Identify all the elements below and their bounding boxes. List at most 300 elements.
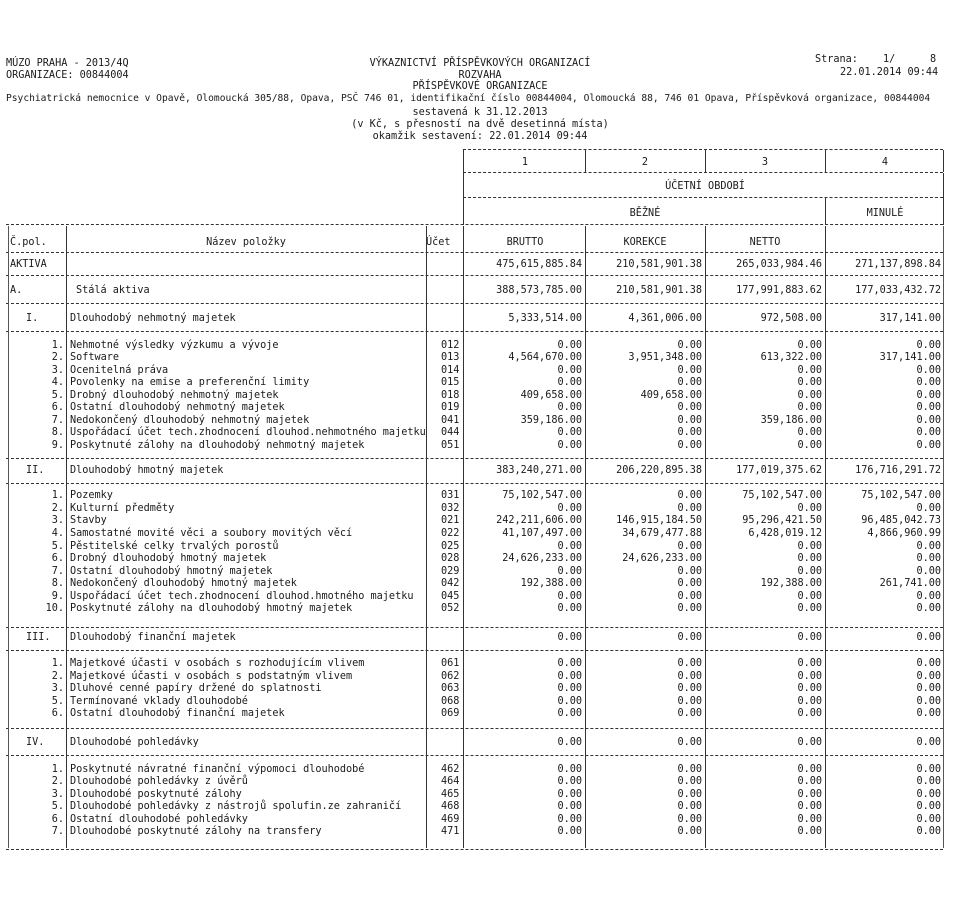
korekce-value: 0.00 [677,696,702,707]
column-divider [463,150,464,172]
minule-value: 0.00 [916,415,941,426]
korekce-value: 0.00 [677,427,702,438]
report-source: MÚZO PRAHA - 2013/4Q [6,58,129,69]
header-rule [6,252,943,253]
item-name: Uspořádací účet tech.zhodnocení dlouhod.nehmotného majetku [70,427,426,438]
brutto-value: 75,102,547.00 [502,490,582,501]
minule-value: 261,741.00 [879,578,941,589]
korekce-value: 0.00 [677,737,702,748]
netto-value: 0.00 [797,390,822,401]
column-divider [426,226,427,848]
print-datetime: 22.01.2014 09:44 [840,67,939,78]
organization-line: Psychiatrická nemocnice v Opavě, Olomoucká 305/88, Opava, PSČ 746 01, identifikační číslo 00844004, Olomoucká 88, 746 01 Opava, Příspěvková organizace, 00844004 [6,93,931,104]
netto-value: 0.00 [797,427,822,438]
item-number: 5. [51,801,64,812]
account-code: 041 [441,415,460,426]
korekce-value: 0.00 [677,591,702,602]
brutto-value: 0.00 [557,440,582,451]
korekce-value: 24,626,233.00 [622,553,702,564]
korekce-value: 0.00 [677,671,702,682]
brutto-value: 0.00 [557,801,582,812]
netto-value: 0.00 [797,377,822,388]
brutto-value: 24,626,233.00 [502,553,582,564]
minule-value: 0.00 [916,440,941,451]
minule-value: 0.00 [916,708,941,719]
compilation-moment: okamžik sestavení: 22.01.2014 09:44 [372,131,588,142]
col-num-2: 2 [641,157,649,168]
account-code: 051 [441,440,460,451]
minule-value: 0.00 [916,683,941,694]
brutto-value: 0.00 [557,603,582,614]
netto-value: 0.00 [797,340,822,351]
row-separator [6,627,943,628]
account-code: 465 [441,789,460,800]
korekce-value: 206,220,895.38 [616,465,702,476]
account-code: 013 [441,352,460,363]
header-rule [463,149,943,150]
minule-value: 176,716,291.72 [855,465,941,476]
brutto-value: 388,573,785.00 [496,285,582,296]
netto-value: 0.00 [797,776,822,787]
current-period-label: BĚŽNÉ [629,208,661,219]
item-number: 5. [51,541,64,552]
item-number: 7. [51,566,64,577]
netto-value: 0.00 [797,591,822,602]
minule-value: 0.00 [916,658,941,669]
korekce-value: 34,679,477.88 [622,528,702,539]
netto-value: 0.00 [797,553,822,564]
account-code: 018 [441,390,460,401]
netto-value: 0.00 [797,801,822,812]
item-name: Ostatní dlouhodobý hmotný majetek [70,566,273,577]
account-code: 021 [441,515,460,526]
brutto-value: 359,186.00 [520,415,582,426]
account-code: 015 [441,377,460,388]
statement-title: ROZVAHA [458,70,502,81]
item-name: Dlouhodobé pohledávky [70,737,199,748]
item-name: Uspořádací účet tech.zhodnocení dlouhod.hmotného majetku [70,591,414,602]
korekce-value: 3,951,348.00 [628,352,702,363]
account-code: 469 [441,814,460,825]
netto-value: 0.00 [797,789,822,800]
header-rule [6,224,943,225]
netto-value: 265,033,984.46 [736,259,822,270]
report-title: VÝKAZNICTVÍ PŘÍSPĚVKOVÝCH ORGANIZACÍ [369,58,591,69]
account-code: 462 [441,764,460,775]
brutto-value: 0.00 [557,541,582,552]
minule-value: 0.00 [916,591,941,602]
netto-value: 95,296,421.50 [742,515,822,526]
korekce-value: 210,581,901.38 [616,259,702,270]
minule-value: 317,141.00 [879,352,941,363]
minule-value: 0.00 [916,365,941,376]
row-separator [6,755,943,756]
brutto-value: 0.00 [557,708,582,719]
minule-value: 4,866,960.99 [867,528,941,539]
item-name: Nedokončený dlouhodobý nehmotný majetek [70,415,310,426]
item-number: 3. [51,789,64,800]
item-name: Majetkové účasti v osobách s rozhodujícím vlivem [70,658,365,669]
korekce-value: 0.00 [677,365,702,376]
korekce-value: 0.00 [677,566,702,577]
netto-value: 0.00 [797,826,822,837]
brutto-value: 0.00 [557,591,582,602]
korekce-value: 0.00 [677,402,702,413]
precision-note: (v Kč, s přesností na dvě desetinná místa) [351,119,609,130]
korekce-value: 0.00 [677,440,702,451]
netto-value: 177,991,883.62 [736,285,822,296]
netto-value: 177,019,375.62 [736,465,822,476]
item-number: 2. [51,503,64,514]
netto-value: 0.00 [797,683,822,694]
item-number: AKTIVA [10,259,47,270]
minule-value: 0.00 [916,789,941,800]
account-code: 019 [441,402,460,413]
item-number: 6. [51,708,64,719]
column-divider [825,150,826,172]
netto-value: 0.00 [797,541,822,552]
item-number: 9. [51,440,64,451]
netto-value: 0.00 [797,402,822,413]
col-num-3: 3 [761,157,769,168]
korekce-value: 0.00 [677,415,702,426]
account-code: 025 [441,541,460,552]
column-divider [943,150,944,172]
korekce-value: 0.00 [677,826,702,837]
account-code: 014 [441,365,460,376]
col-num-4: 4 [881,157,889,168]
netto-value: 972,508.00 [760,313,822,324]
col-account: Účet [426,237,451,248]
korekce-value: 0.00 [677,814,702,825]
column-divider [825,198,826,225]
row-separator [6,650,943,651]
minule-value: 96,485,042.73 [861,515,941,526]
account-code: 464 [441,776,460,787]
netto-value: 359,186.00 [760,415,822,426]
organization-id: ORGANIZACE: 00844004 [6,70,129,81]
col-korekce: KOREKCE [623,237,667,248]
korekce-value: 0.00 [677,764,702,775]
netto-value: 6,428,019.12 [748,528,822,539]
row-separator [6,458,943,459]
korekce-value: 210,581,901.38 [616,285,702,296]
item-name: Dlouhodobý hmotný majetek [70,465,224,476]
account-code: 012 [441,340,460,351]
korekce-value: 0.00 [677,578,702,589]
page-label: Strana: [815,54,858,65]
account-code: 063 [441,683,460,694]
minule-value: 0.00 [916,503,941,514]
netto-value: 0.00 [797,737,822,748]
item-name: Software [70,352,120,363]
account-code: 029 [441,566,460,577]
item-number: III. [26,632,51,643]
item-number: 2. [51,352,64,363]
item-name: Povolenky na emise a preferenční limity [70,377,310,388]
item-name: Termínované vklady dlouhodobé [70,696,248,707]
brutto-value: 0.00 [557,696,582,707]
account-code: 062 [441,671,460,682]
previous-period-label: MINULÉ [866,208,904,219]
netto-value: 0.00 [797,671,822,682]
account-code: 052 [441,603,460,614]
minule-value: 177,033,432.72 [855,285,941,296]
row-separator [6,303,943,304]
korekce-value: 0.00 [677,776,702,787]
brutto-value: 0.00 [557,776,582,787]
column-divider [66,226,67,848]
netto-value: 0.00 [797,814,822,825]
item-number: 1. [51,658,64,669]
account-code: 069 [441,708,460,719]
column-divider [943,173,944,225]
header-rule [463,172,943,173]
item-name: Dlouhodobé poskytnuté zálohy na transfery [70,826,322,837]
item-number: 5. [51,390,64,401]
minule-value: 0.00 [916,826,941,837]
brutto-value: 0.00 [557,632,582,643]
column-divider [825,226,826,848]
minule-value: 0.00 [916,696,941,707]
account-code: 068 [441,696,460,707]
minule-value: 0.00 [916,427,941,438]
column-divider [585,150,586,172]
account-code: 471 [441,826,460,837]
korekce-value: 0.00 [677,377,702,388]
item-name: Dlouhodobé pohledávky z nástrojů spolufin.ze zahraničí [70,801,402,812]
column-divider [705,226,706,848]
netto-value: 0.00 [797,632,822,643]
minule-value: 0.00 [916,776,941,787]
item-name: Poskytnuté zálohy na dlouhodobý hmotný majetek [70,603,353,614]
minule-value: 0.00 [916,801,941,812]
korekce-value: 0.00 [677,708,702,719]
item-name: Dluhové cenné papíry držené do splatnosti [70,683,322,694]
item-name: Majetkové účasti v osobách s podstatným vlivem [70,671,353,682]
account-code: 045 [441,591,460,602]
korekce-value: 0.00 [677,658,702,669]
brutto-value: 0.00 [557,365,582,376]
item-number: 2. [51,671,64,682]
minule-value: 0.00 [916,603,941,614]
netto-value: 0.00 [797,603,822,614]
brutto-value: 0.00 [557,826,582,837]
brutto-value: 383,240,271.00 [496,465,582,476]
brutto-value: 5,333,514.00 [508,313,582,324]
korekce-value: 0.00 [677,490,702,501]
row-separator [6,275,943,276]
item-name: Pěstitelské celky trvalých porostů [70,541,279,552]
brutto-value: 4,564,670.00 [508,352,582,363]
item-number: 7. [51,826,64,837]
item-name: Kulturní předměty [70,503,175,514]
korekce-value: 0.00 [677,603,702,614]
korekce-value: 0.00 [677,632,702,643]
item-name: Dlouhodobý nehmotný majetek [70,313,236,324]
item-number: 2. [51,776,64,787]
brutto-value: 0.00 [557,764,582,775]
item-number: 4. [51,377,64,388]
row-separator [6,728,943,729]
netto-value: 192,388.00 [760,578,822,589]
col-num-1: 1 [521,157,529,168]
item-name: Drobný dlouhodobý hmotný majetek [70,553,267,564]
column-divider [8,226,9,848]
item-number: II. [26,465,45,476]
item-name: Stálá aktiva [76,285,150,296]
korekce-value: 409,658.00 [640,390,702,401]
brutto-value: 0.00 [557,427,582,438]
minule-value: 0.00 [916,671,941,682]
row-separator [6,331,943,332]
brutto-value: 0.00 [557,789,582,800]
item-number: I. [26,313,39,324]
korekce-value: 0.00 [677,541,702,552]
item-number: A. [10,285,23,296]
minule-value: 0.00 [916,737,941,748]
item-name: Poskytnuté zálohy na dlouhodobý nehmotný majetek [70,440,365,451]
col-item-number: Č.pol. [10,237,47,248]
account-code: 028 [441,553,460,564]
minule-value: 0.00 [916,390,941,401]
header-rule [463,197,943,198]
korekce-value: 146,915,184.50 [616,515,702,526]
account-code: 044 [441,427,460,438]
item-number: 1. [51,490,64,501]
item-name: Nehmotné výsledky výzkumu a vývoje [70,340,279,351]
minule-value: 0.00 [916,402,941,413]
col-netto: NETTO [749,237,781,248]
netto-value: 0.00 [797,440,822,451]
netto-value: 0.00 [797,658,822,669]
korekce-value: 0.00 [677,340,702,351]
minule-value: 0.00 [916,632,941,643]
account-code: 468 [441,801,460,812]
item-name: Nedokončený dlouhodobý hmotný majetek [70,578,297,589]
col-brutto: BRUTTO [506,237,544,248]
korekce-value: 0.00 [677,789,702,800]
item-name: Pozemky [70,490,113,501]
item-number: 10. [45,603,64,614]
item-name: Drobný dlouhodobý nehmotný majetek [70,390,279,401]
brutto-value: 41,107,497.00 [502,528,582,539]
item-number: IV. [26,737,45,748]
brutto-value: 242,211,606.00 [496,515,582,526]
brutto-value: 0.00 [557,503,582,514]
brutto-value: 0.00 [557,814,582,825]
netto-value: 75,102,547.00 [742,490,822,501]
netto-value: 0.00 [797,696,822,707]
item-name: Dlouhodobé poskytnuté zálohy [70,789,242,800]
minule-value: 317,141.00 [879,313,941,324]
item-number: 5. [51,696,64,707]
item-number: 1. [51,340,64,351]
minule-value: 0.00 [916,541,941,552]
minule-value: 75,102,547.00 [861,490,941,501]
col-item-name: Název položky [206,237,286,248]
item-number: 8. [51,578,64,589]
brutto-value: 0.00 [557,377,582,388]
netto-value: 0.00 [797,566,822,577]
account-code: 031 [441,490,460,501]
netto-value: 0.00 [797,708,822,719]
compiled-date: sestavená k 31.12.2013 [412,107,548,118]
column-divider [463,173,464,225]
korekce-value: 0.00 [677,683,702,694]
item-number: 6. [51,553,64,564]
netto-value: 0.00 [797,503,822,514]
korekce-value: 0.00 [677,801,702,812]
item-name: Ostatní dlouhodobý finanční majetek [70,708,285,719]
item-number: 7. [51,415,64,426]
item-name: Dlouhodobé pohledávky z úvěrů [70,776,248,787]
account-code: 022 [441,528,460,539]
minule-value: 0.00 [916,553,941,564]
row-separator [6,849,943,850]
netto-value: 613,322.00 [760,352,822,363]
brutto-value: 0.00 [557,683,582,694]
minule-value: 0.00 [916,340,941,351]
brutto-value: 0.00 [557,402,582,413]
brutto-value: 0.00 [557,658,582,669]
item-name: Stavby [70,515,107,526]
minule-value: 0.00 [916,814,941,825]
item-name: Dlouhodobý finanční majetek [70,632,236,643]
item-number: 9. [51,591,64,602]
column-divider [705,150,706,172]
minule-value: 0.00 [916,377,941,388]
item-name: Ostatní dlouhodobé pohledávky [70,814,248,825]
item-number: 3. [51,365,64,376]
item-name: Ostatní dlouhodobý nehmotný majetek [70,402,285,413]
brutto-value: 0.00 [557,566,582,577]
item-name: Samostatné movité věci a soubory movitých věcí [70,528,353,539]
account-code: 032 [441,503,460,514]
item-number: 1. [51,764,64,775]
brutto-value: 409,658.00 [520,390,582,401]
item-name: Poskytnuté návratné finanční výpomoci dlouhodobé [70,764,365,775]
page-number: 1/ [883,54,896,65]
netto-value: 0.00 [797,365,822,376]
column-divider [943,226,944,848]
accounting-period-label: ÚČETNÍ OBDOBÍ [665,181,745,192]
account-code: 061 [441,658,460,669]
minule-value: 0.00 [916,566,941,577]
item-number: 3. [51,683,64,694]
brutto-value: 0.00 [557,340,582,351]
account-code: 042 [441,578,460,589]
netto-value: 0.00 [797,764,822,775]
item-number: 6. [51,402,64,413]
item-number: 4. [51,528,64,539]
brutto-value: 192,388.00 [520,578,582,589]
minule-value: 271,137,898.84 [855,259,941,270]
brutto-value: 0.00 [557,671,582,682]
column-divider [463,226,464,848]
item-number: 8. [51,427,64,438]
brutto-value: 475,615,885.84 [496,259,582,270]
row-separator [6,483,943,484]
korekce-value: 0.00 [677,503,702,514]
statement-subtitle: PŘÍSPĚVKOVÉ ORGANIZACE [412,81,548,92]
item-number: 3. [51,515,64,526]
korekce-value: 4,361,006.00 [628,313,702,324]
minule-value: 0.00 [916,764,941,775]
brutto-value: 0.00 [557,737,582,748]
page-total: 8 [930,54,937,65]
item-name: Ocenitelná práva [70,365,169,376]
